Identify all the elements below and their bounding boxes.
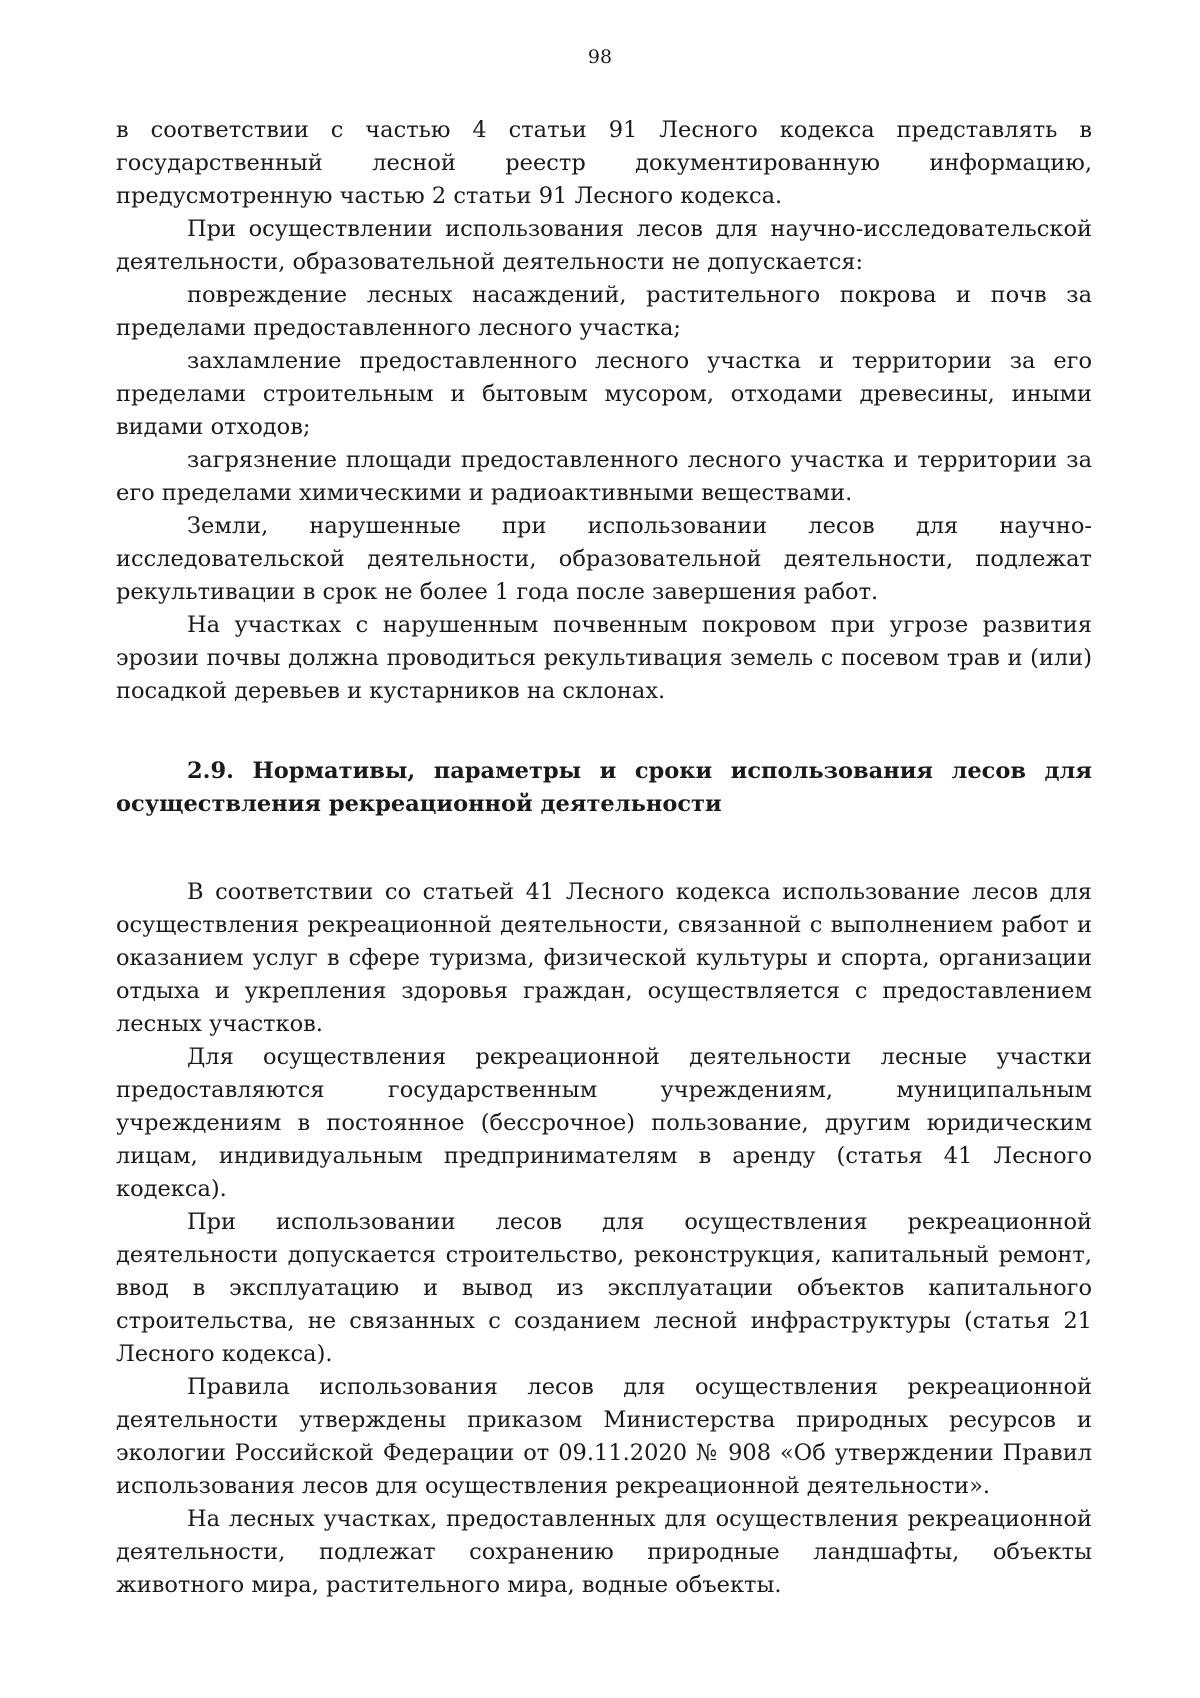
paragraph: При использовании лесов для осуществления рекреационной деятельности допускается строительство, реконструкция, капитальный ремонт, ввод в эксплуатацию и вывод из эксплуатации объектов капитального строительства, не связанных с созданием лесной инфраструктуры (статья 21 Лесного кодекса). [116,1209,1092,1367]
document-body [116,114,1092,1602]
paragraph: Для осуществления рекреационной деятельности лесные участки предоставляются государственным учреждениям, муниципальным учреждениям в постоянное (бессрочное) пользование, другим юридическим лицам, индивидуальным предпринимателям в аренду (статья 41 Лесного кодекса). [116,1044,1092,1202]
section-title: Нормативы, параметры и сроки использования лесов для осуществления рекреационной деятельности [116,758,1092,817]
paragraph: Земли, нарушенные при использовании лесов для научно-исследовательской деятельности, образовательной деятельности, подлежат рекультивации в срок не более 1 года после завершения работ. [116,513,1092,605]
section-number: 2.9. [187,758,234,784]
page-number: 98 [587,46,613,68]
paragraph: В соответствии со статьей 41 Лесного кодекса использование лесов для осуществления рекреационной деятельности, связанной с выполнением работ и оказанием услуг в сфере туризма, физической культуры и спорта, организации отдыха и укрепления здоровья граждан, осуществляется с предоставлением лесных участков. [116,879,1092,1037]
paragraph: На лесных участках, предоставленных для осуществления рекреационной деятельности, подлежат сохранению природные ландшафты, объекты животного мира, растительного мира, водные объекты. [116,1506,1092,1598]
paragraph: При осуществлении использования лесов для научно-исследовательской деятельности, образовательной деятельности не допускается: [116,216,1092,275]
list-item: захламление предоставленного лесного участка и территории за его пределами строительным и бытовым мусором, отходами древесины, иными видами отходов; [116,348,1092,440]
list-item: загрязнение площади предоставленного лесного участка и территории за его пределами химическими и радиоактивными веществами. [116,447,1092,506]
section-heading [116,755,1092,821]
paragraph: На участках с нарушенным почвенным покровом при угрозе развития эрозии почвы должна проводиться рекультивация земель с посевом трав и (или) посадкой деревьев и кустарников на склонах. [116,612,1092,704]
list-item: повреждение лесных насаждений, растительного покрова и почв за пределами предоставленного лесного участка; [116,282,1092,341]
paragraph: Правила использования лесов для осуществления рекреационной деятельности утверждены приказом Министерства природных ресурсов и экологии Российской Федерации от 09.11.2020 № 908 «Об утверждении Правил использования лесов для осуществления рекреационной деятельности». [116,1374,1092,1499]
paragraph-continuation: в соответствии с частью 4 статьи 91 Лесного кодекса представлять в государственный лесной реестр документированную информацию, предусмотренную частью 2 статьи 91 Лесного кодекса. [116,117,1092,209]
